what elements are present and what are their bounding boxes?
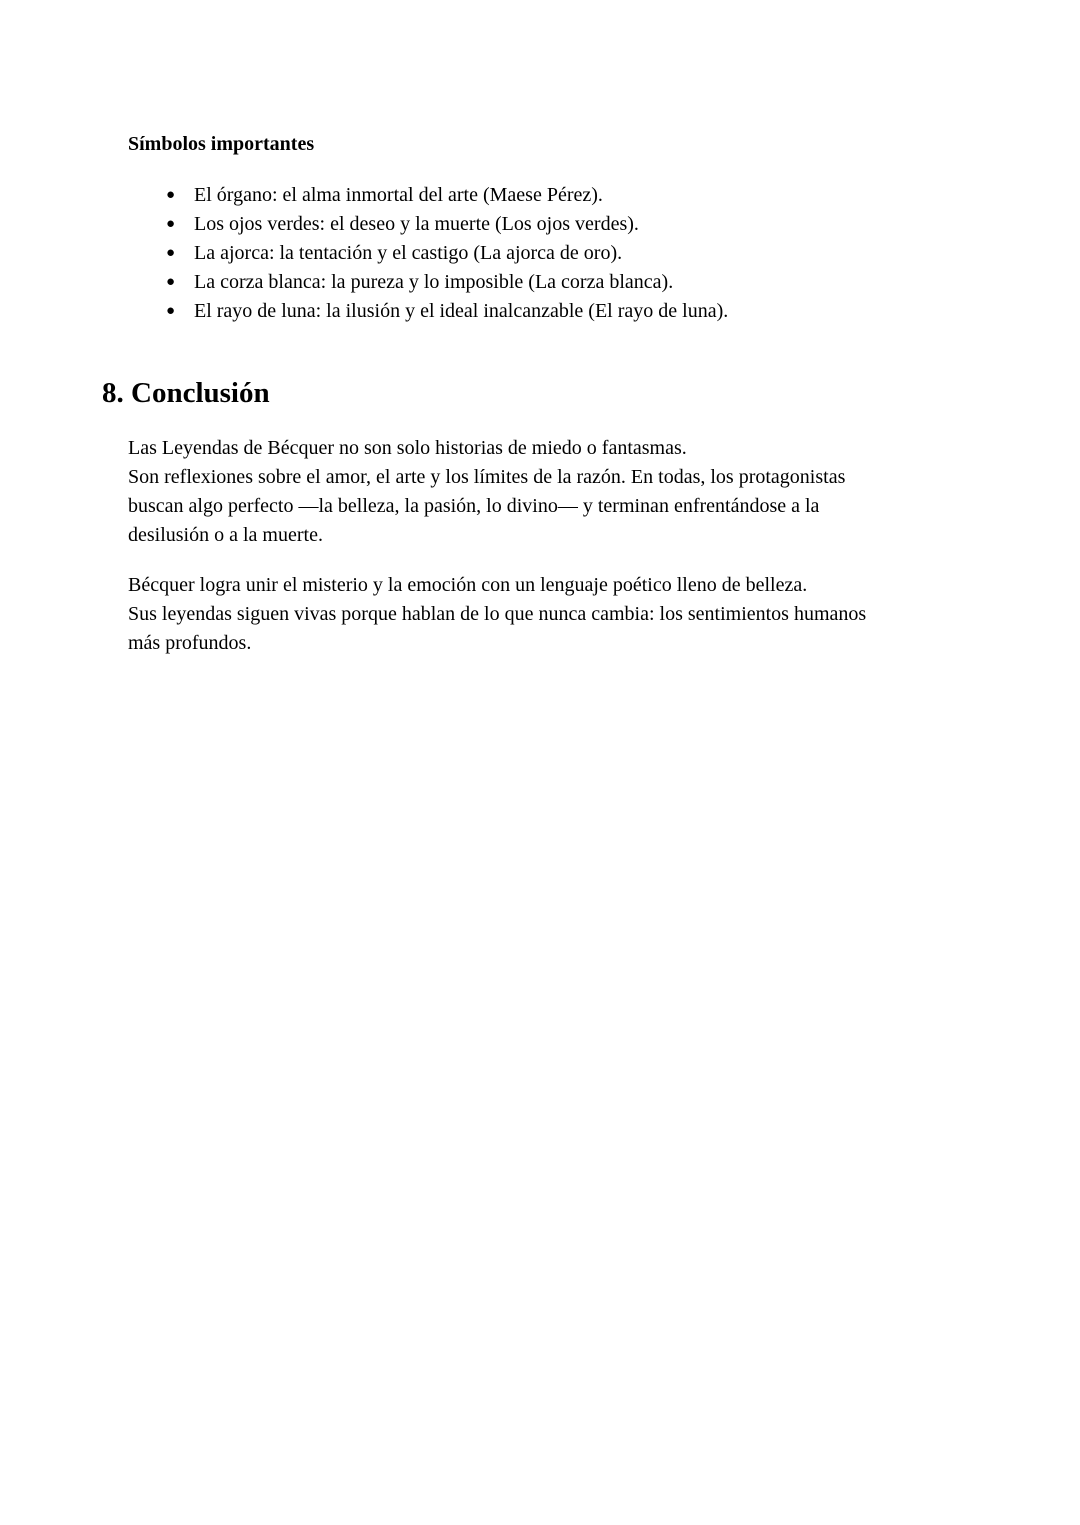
paragraph-line: Bécquer logra unir el misterio y la emoción con un lenguaje poético lleno de belleza. (128, 574, 808, 596)
list-item (128, 181, 728, 210)
paragraph-line: Son reflexiones sobre el amor, el arte y los límites de la razón. En todas, los protagonistas (128, 466, 846, 488)
bullet-icon: ● (166, 216, 176, 232)
bullet-icon: ● (166, 187, 176, 203)
conclusion-title: 8. Conclusión (102, 377, 270, 409)
conclusion-paragraph-1 (128, 434, 845, 550)
list-item-text: La ajorca: la tentación y el castigo (La ajorca de oro). (194, 242, 623, 264)
symbols-list (128, 181, 728, 326)
paragraph-line: buscan algo perfecto —la belleza, la pasión, lo divino— y terminan enfrentándose a la (128, 495, 820, 517)
bullet-icon: ● (166, 245, 176, 261)
list-item-text: La corza blanca: la pureza y lo imposible (La corza blanca). (194, 271, 674, 293)
list-item (128, 239, 728, 268)
conclusion-paragraph-2 (128, 571, 866, 658)
paragraph-line: más profundos. (128, 632, 252, 654)
list-item (128, 297, 728, 326)
paragraph-line: Sus leyendas siguen vivas porque hablan de lo que nunca cambia: los sentimientos humanos (128, 603, 867, 625)
bullet-icon: ● (166, 303, 176, 319)
list-item-text: Los ojos verdes: el deseo y la muerte (Los ojos verdes). (194, 213, 639, 235)
list-item (128, 268, 728, 297)
list-item (128, 210, 728, 239)
list-item-text: El rayo de luna: la ilusión y el ideal inalcanzable (El rayo de luna). (194, 300, 729, 322)
paragraph-line: desilusión o a la muerte. (128, 524, 323, 546)
list-item-text: El órgano: el alma inmortal del arte (Maese Pérez). (194, 184, 603, 206)
symbols-heading: Símbolos importantes (128, 133, 315, 155)
bullet-icon: ● (166, 274, 176, 290)
paragraph-line: Las Leyendas de Bécquer no son solo historias de miedo o fantasmas. (128, 437, 687, 459)
